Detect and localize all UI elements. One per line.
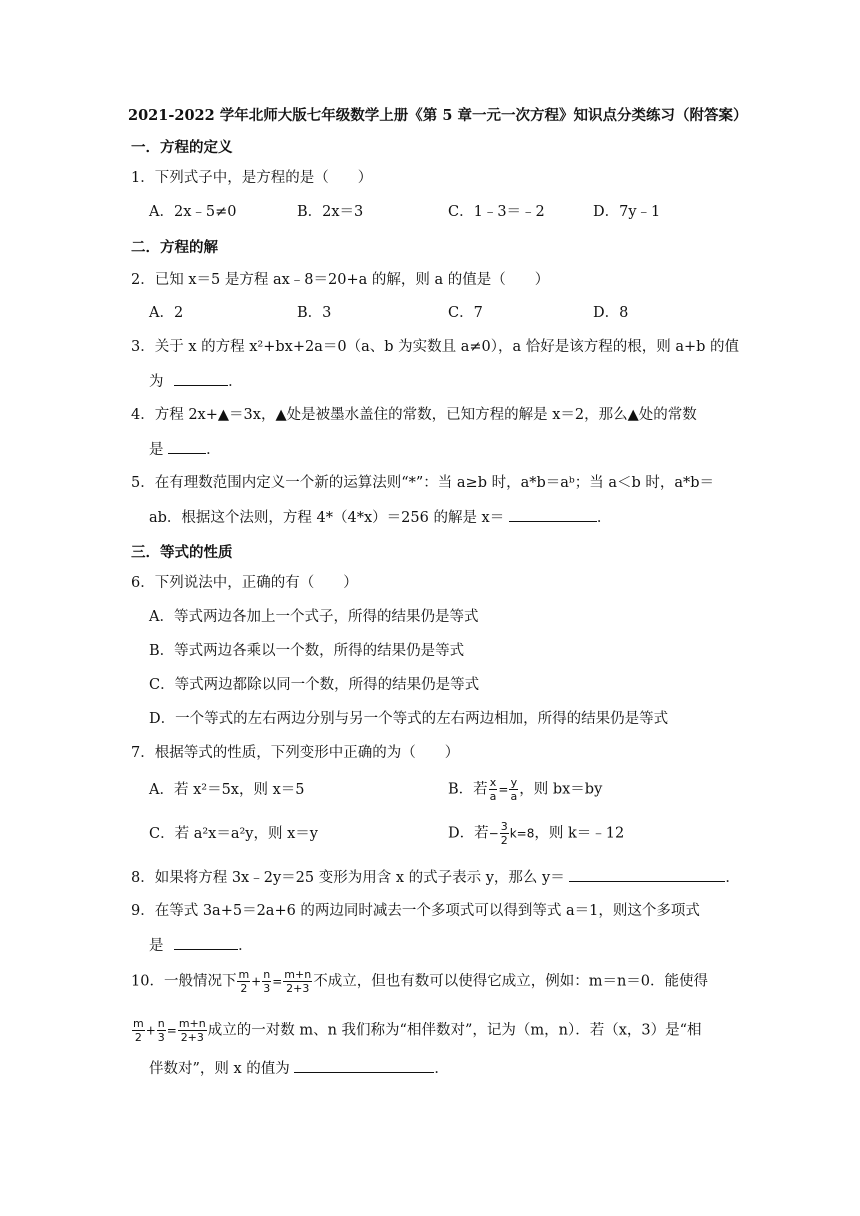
question-6-option-b: B．等式两边各乘以一个数，所得的结果仍是等式 [149,643,465,659]
question-4-line-1: 4．方程 2x+▲＝3x，▲处是被墨水盖住的常数，已知方程的解是 x＝2，那么▲处的常数 [131,407,697,423]
question-5-line-2-text: ab．根据这个法则，方程 4*（4*x）＝256 的解是 x＝ [149,510,505,526]
question-1-option-c: C．1﹣3＝﹣2 [448,204,545,220]
fraction-m-over-2: $\frac{m}{2}$ [238,968,250,995]
question-2-stem: 2．已知 x＝5 是方程 ax﹣8＝20+a 的解，则 a 的值是（ ） [131,272,550,288]
answer-blank-8[interactable] [569,867,725,882]
question-4-line-2-text: 是 [149,442,164,458]
question-6-option-a: A．等式两边各加上一个式子，所得的结果仍是等式 [149,609,479,625]
question-5-line-2: ab．根据这个法则，方程 4*（4*x）＝256 的解是 x＝ ． [149,507,611,528]
question-9-line-1: 9．在等式 3a+5＝2a+6 的两边同时减去一个多项式可以得到等式 a＝1，则这个多项式 [131,903,700,919]
question-1-stem: 1．下列式子中，是方程的是（ ） [131,170,373,186]
question-7-option-d-prefix: D．若 [448,825,489,842]
question-7-option-b-suffix: ，则 bx＝by [519,781,603,798]
question-7-option-b: B．若 $\frac{x}{a}$ = $\frac{y}{a}$ ，则 bx＝by [448,776,603,803]
section-heading-1: 一．方程的定义 [131,139,233,156]
question-1-option-a: A．2x﹣5≠0 [149,204,237,220]
question-10-line-3: 伴数对”，则 x 的值为 ． [149,1058,449,1079]
fraction-m-plus-n-over-5-b: $\frac{m+n}{2+3}$ [178,1017,206,1044]
question-7-option-d-suffix: ，则 k＝﹣12 [534,825,625,842]
question-10-line-1: 10．一般情况下 $\frac{m}{2}$ + $\frac{n}{3}$ = $\frac{m+n}{2+3}$ 不成立，但也有数可以使得它成立，例如：m＝n＝0．能使得 [131,968,709,995]
question-3-line-2: 为 ． [149,371,243,392]
question-7-option-b-prefix: B．若 [448,781,488,798]
question-2-option-c: C．7 [448,305,483,321]
question-6-option-d: D．一个等式的左右两边分别与另一个等式的左右两边相加，所得的结果仍是等式 [149,711,669,727]
fraction-y-over-a: $\frac{y}{a}$ [510,776,518,803]
question-3-line-1: 3．关于 x 的方程 x²+bx+2a＝0（a、b 为实数且 a≠0），a 恰好是该方程的根，则 a+b 的值 [131,339,740,355]
question-10-line-2-suffix: 成立的一对数 m、n 我们称为“相伴数对”，记为（m，n）．若（x，3）是“相 [207,1022,702,1039]
question-9-line-2-text: 是 [149,938,164,954]
question-10-line-2: $\frac{m}{2}$ + $\frac{n}{3}$ = $\frac{m+n}{2+3}$ 成立的一对数 m、n 我们称为“相伴数对”，记为（m，n）．若（x，3）是“相 [133,1017,702,1044]
question-1-option-d: D．7y﹣1 [593,204,661,220]
question-2-option-a: A．2 [149,305,184,321]
question-10-line-3-text: 伴数对”，则 x 的值为 [149,1061,290,1077]
fraction-n-over-3-b: $\frac{n}{3}$ [157,1017,165,1044]
fraction-x-over-a: $\frac{x}{a}$ [489,776,497,803]
question-4-line-2: 是 ． [149,439,221,460]
question-8-line-1: 8．如果将方程 3x﹣2y＝25 变形为用含 x 的式子表示 y，那么 y＝ ． [131,867,740,888]
question-10-prefix: 10．一般情况下 [131,973,237,990]
answer-blank-10[interactable] [294,1058,434,1073]
question-9-line-2: 是 ． [149,935,253,956]
question-6-stem: 6．下列说法中，正确的有（ ） [131,575,358,591]
page-title: 2021-2022 学年北师大版七年级数学上册《第 5 章一元一次方程》知识点分类练习（附答案） [128,107,748,124]
fraction-3-over-2: $\frac{3}{2}$ [500,820,508,847]
question-1-option-b: B．2x＝3 [297,204,364,220]
answer-blank-5[interactable] [509,507,597,522]
question-7-option-c: C．若 a²x＝a²y，则 x＝y [149,826,318,842]
question-10-line-1-suffix: 不成立，但也有数可以使得它成立，例如：m＝n＝0．能使得 [313,973,709,990]
question-5-line-1: 5．在有理数范围内定义一个新的运算法则“*”：当 a≥b 时，a*b＝aᵇ；当 a＜b 时，a*b＝ [131,475,715,491]
fraction-m-plus-n-over-5: $\frac{m+n}{2+3}$ [284,968,312,995]
section-heading-2: 二．方程的解 [131,239,218,256]
question-7-option-a: A．若 x²＝5x，则 x＝5 [149,782,305,798]
question-6-option-c: C．等式两边都除以同一个数，所得的结果仍是等式 [149,677,480,693]
question-8-text: 8．如果将方程 3x﹣2y＝25 变形为用含 x 的式子表示 y，那么 y＝ [131,870,565,886]
fraction-n-over-3: $\frac{n}{3}$ [263,968,271,995]
answer-blank-4[interactable] [168,439,206,454]
question-2-option-d: D．8 [593,305,629,321]
question-3-line-2-text: 为 [149,374,164,390]
fraction-m-over-2-b: $\frac{m}{2}$ [133,1017,144,1044]
section-heading-3: 三．等式的性质 [131,544,233,561]
question-7-stem: 7．根据等式的性质，下列变形中正确的为（ ） [131,745,460,761]
question-2-option-b: B．3 [297,305,332,321]
question-7-option-d: D．若− $\frac{3}{2}$ k=8，则 k＝﹣12 [448,820,625,847]
answer-blank-9[interactable] [174,935,238,950]
answer-blank-3[interactable] [174,371,228,386]
